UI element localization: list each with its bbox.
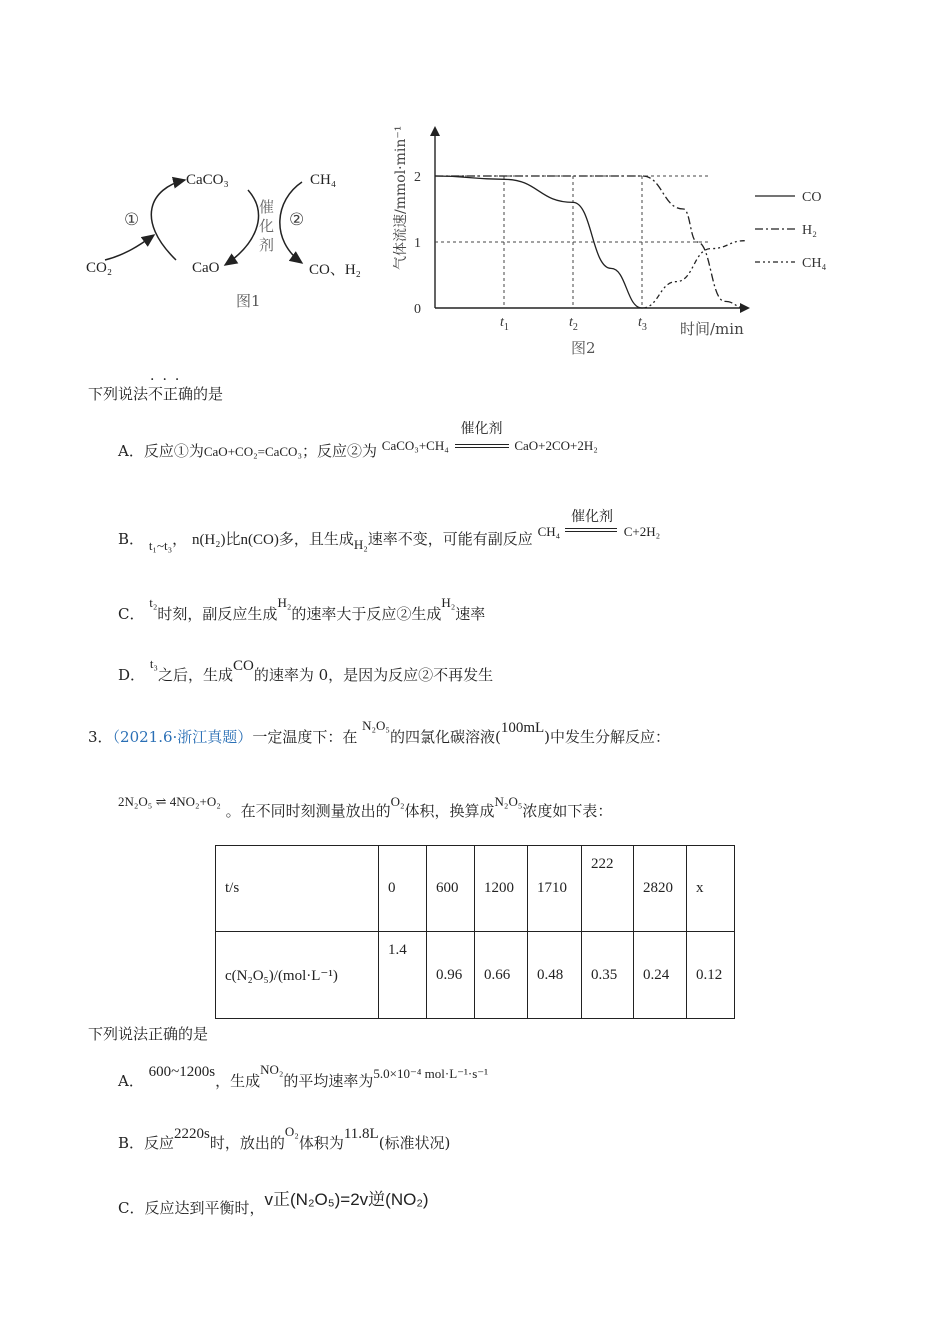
- co2-label: CO₂: [86, 260, 113, 276]
- emphasis-dots: ···: [150, 372, 188, 388]
- catalyst-char-2: 化: [259, 217, 275, 235]
- x-tick-label: $t_1$: [500, 315, 509, 333]
- q2-prompt: 下列说法不正确 ··· 的是: [88, 372, 224, 403]
- catalyst-char-1: 催: [259, 198, 275, 216]
- q2-option-a: A．反应①为CaO+CO₂=CaCO₃；反应②为 CaCO₃+CH₄ 催化剂 CaO+2CO+2H₂: [118, 440, 598, 461]
- legend-label: CH₄: [802, 256, 827, 271]
- catalyst-char-3: 剂: [259, 236, 275, 254]
- ch4-arrow: [280, 182, 305, 263]
- y-tick-label: 2: [414, 170, 421, 185]
- table-row-concentration: [216, 932, 735, 1019]
- table-cell: 2820: [634, 846, 687, 932]
- table-cell: 0: [379, 846, 427, 932]
- table-cell: 0.66: [475, 932, 528, 1019]
- x-tick-label: $t_2$: [569, 315, 578, 333]
- caco3-label: CaCO₃: [186, 172, 229, 188]
- table-cell: 0.24: [634, 932, 687, 1019]
- emphasis-text: 不正确 ···: [148, 372, 194, 403]
- q3-prompt: 下列说法正确的是: [88, 1025, 209, 1043]
- table-cell: 0.48: [528, 932, 582, 1019]
- table-cell: 222: [582, 846, 634, 932]
- cao-label: CaO: [192, 260, 220, 276]
- catalyst-label: 催化剂: [570, 509, 613, 525]
- q3-stem-line-2: 2N₂O₅ ⇌ 4NO₂+O₂ 。在不同时刻测量放出的O₂体积，换算成N₂O₅浓度如下表：: [118, 794, 613, 820]
- table-row-time: [216, 846, 735, 932]
- q3-option-c: C．反应达到平衡时，v正(N₂O₅)=2v逆(NO₂): [118, 1190, 429, 1217]
- q2-option-c: C． t₂时刻，副反应生成H₂的速率大于反应②生成H₂速率: [118, 595, 486, 623]
- table-cell: 1710: [528, 846, 582, 932]
- q2-option-d: D． t₃之后，生成CO的速率为 0，是因为反应②不再发生: [118, 656, 494, 684]
- reaction-equals: [455, 444, 509, 448]
- flow-rate-chart: [385, 120, 865, 360]
- cycle-arrow-right: [225, 190, 258, 265]
- table-cell: x: [687, 846, 735, 932]
- series-line-h2: [435, 176, 746, 308]
- figure-2-caption: 图2: [571, 339, 596, 357]
- table-cell: 0.12: [687, 932, 735, 1019]
- concentration-table: [215, 845, 735, 1019]
- catalyst-label: 催化剂: [460, 421, 503, 437]
- y-axis-arrow: [430, 126, 440, 136]
- products-label: CO、H₂: [309, 262, 361, 278]
- legend-label: H₂: [802, 223, 817, 238]
- table-cell: 0.35: [582, 932, 634, 1019]
- co2-feed-arrow: [105, 235, 154, 260]
- reaction-equals: [565, 528, 617, 532]
- y-tick-label: 1: [414, 236, 421, 251]
- table-cell: 600: [427, 846, 475, 932]
- q2-option-b: B． t₁~t₃， n(H₂)比n(CO)多，且生成H₂速率不变，可能有副反应 CH₄ 催化剂 C+2H₂: [118, 528, 660, 549]
- table-cell: 1.4: [379, 932, 427, 1019]
- legend-label: CO: [802, 190, 822, 205]
- y-axis-label: 气体流速/mmol·min⁻¹: [393, 125, 409, 270]
- cycle-arrow-left: [151, 180, 185, 260]
- figure-1-caption: 图1: [236, 292, 261, 310]
- series-line-ch4: [642, 241, 746, 308]
- q3-equation: 2N₂O₅ ⇌ 4NO₂+O₂: [118, 794, 221, 809]
- table-cell: 0.96: [427, 932, 475, 1019]
- q3-stem-line-1: 3．（2021.6·浙江真题）一定温度下：在 N₂O₅的四氯化碳溶液(100mL)中发生分解反应：: [88, 718, 671, 746]
- q3-source: （2021.6·浙江真题）: [112, 728, 253, 746]
- figure-1-arrows: [80, 160, 380, 290]
- y-tick-label: 0: [414, 302, 421, 317]
- q3-option-b: B．反应2220s时，放出的O₂体积为11.8L(标准状况): [118, 1124, 451, 1152]
- q3-option-a: A． 600~1200s，生成NO₂的平均速率为5.0×10⁻⁴ mol·L⁻¹·s⁻¹: [118, 1062, 489, 1090]
- table-header-concentration: c(N₂O₅)/(mol·L⁻¹): [216, 932, 379, 1019]
- step-1-label: ①: [124, 210, 140, 230]
- x-axis-label: 时间/min: [680, 320, 744, 338]
- step-2-label: ②: [289, 210, 305, 230]
- table-cell: 1200: [475, 846, 528, 932]
- x-tick-label: $t_3$: [638, 315, 647, 333]
- table-header-time: t/s: [216, 846, 379, 932]
- ch4-label: CH₄: [310, 172, 337, 188]
